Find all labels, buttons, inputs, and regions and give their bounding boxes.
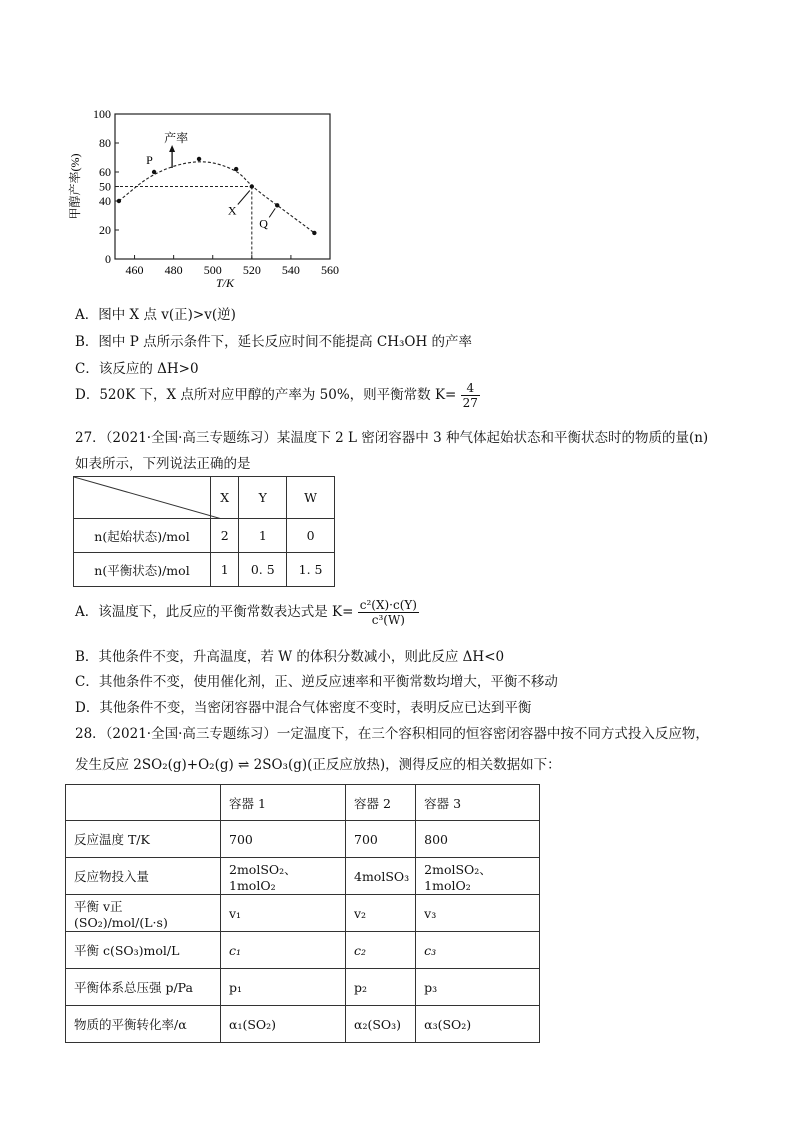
q28-stem-line1: 28．（2021·全国·高三专题练习）一定温度下，在三个容积相同的恒容密闭容器中按不同方式投入反应物， xyxy=(75,726,709,742)
q27-option-b: B．其他条件不变，升高温度，若 W 的体积分数减小，则此反应 ΔH<0 xyxy=(75,649,505,665)
q28-row-label: 反应温度 T/K xyxy=(66,821,221,858)
q28-header-blank xyxy=(66,785,221,821)
data-point xyxy=(250,184,254,188)
q27-k-denominator: c³(W) xyxy=(371,613,405,627)
x-tick-label: 480 xyxy=(164,263,183,277)
q26-k-numerator: 4 xyxy=(461,381,480,396)
q28-header-container-2: 容器 2 xyxy=(346,785,416,821)
y-axis-label: 甲醇产率(%) xyxy=(68,153,82,220)
x-axis-label: T/K xyxy=(215,276,235,290)
q27-stem-line2: 如表所示，下列说法正确的是 xyxy=(75,456,251,472)
q27-row-label: n(平衡状态)/mol xyxy=(74,553,211,587)
data-point xyxy=(234,167,238,171)
point-label-p: P xyxy=(146,153,153,167)
q28-header-container-1: 容器 1 xyxy=(221,785,346,821)
y-tick-label: 40 xyxy=(99,194,111,208)
q26-option-b: B．图中 P 点所示条件下，延长反应时间不能提高 CH₃OH 的产率 xyxy=(75,334,473,350)
data-point xyxy=(197,157,201,161)
point-label-q: Q xyxy=(259,216,268,231)
table-cell: c₂ xyxy=(346,932,416,969)
table-row xyxy=(66,932,540,969)
q28-row-label: 平衡 v正(SO₂)/mol/(L·s) xyxy=(66,895,221,932)
x-pointer-line xyxy=(238,191,250,205)
q26-option-d xyxy=(75,381,480,410)
table-cell: 0. 5 xyxy=(239,553,287,587)
q27-option-d: D．其他条件不变，当密闭容器中混合气体密度不变时，表明反应已达到平衡 xyxy=(75,700,532,716)
table-cell: c₁ xyxy=(221,932,346,969)
table-cell: 700 xyxy=(346,821,416,858)
y-tick-label: 80 xyxy=(99,136,111,150)
table-cell: α₂(SO₃) xyxy=(346,1006,416,1043)
table-cell: 2 xyxy=(211,519,239,553)
table-row xyxy=(74,519,335,553)
table-cell: 2molSO₂、1molO₂ xyxy=(221,858,346,895)
arrow-label: 产率 xyxy=(164,131,189,145)
q28-row-label: 平衡体系总压强 p/Pa xyxy=(66,969,221,1006)
table-cell: p₂ xyxy=(346,969,416,1006)
q28-table xyxy=(65,784,540,1043)
y-tick-label: 100 xyxy=(93,107,111,121)
x-tick-label: 560 xyxy=(321,263,339,277)
q26-k-denominator: 27 xyxy=(462,396,478,410)
table-cell: 1 xyxy=(211,553,239,587)
table-cell: c₃ xyxy=(416,932,540,969)
q28-row-label: 反应物投入量 xyxy=(66,858,221,895)
q27-k-fraction xyxy=(358,598,419,627)
x-tick-label: 540 xyxy=(281,263,300,277)
table-cell: 800 xyxy=(416,821,540,858)
table-cell: 0 xyxy=(287,519,335,553)
table-cell: 4molSO₃ xyxy=(346,858,416,895)
x-tick-label: 460 xyxy=(125,263,144,277)
q26-option-a: A．图中 X 点 v(正)>v(逆) xyxy=(75,307,236,323)
q28-stem-line2: 发生反应 2SO₂(g)+O₂(g) ⇌ 2SO₃(g)(正反应放热)，测得反应的相关数据如下： xyxy=(75,757,561,773)
table-row xyxy=(66,895,540,932)
table-cell: 1. 5 xyxy=(287,553,335,587)
diagonal-line xyxy=(74,477,222,519)
data-point xyxy=(117,199,121,203)
q-pointer-line xyxy=(269,208,275,217)
q28-row-label: 平衡 c(SO₃)mol/L xyxy=(66,932,221,969)
q28-row-label: 物质的平衡转化率/α xyxy=(66,1006,221,1043)
table-row xyxy=(66,821,540,858)
q26-k-fraction xyxy=(461,381,480,410)
data-point xyxy=(275,203,279,207)
q28-header-container-3: 容器 3 xyxy=(416,785,540,821)
y-tick-label: 60 xyxy=(99,165,111,179)
table-cell: v₃ xyxy=(416,895,540,932)
data-point xyxy=(312,231,316,235)
table-cell: v₂ xyxy=(346,895,416,932)
q26-option-c: C．该反应的 ΔH>0 xyxy=(75,361,199,377)
table-cell: 1 xyxy=(239,519,287,553)
x-tick-label: 500 xyxy=(203,263,222,277)
q27-diagonal-cell xyxy=(74,477,211,519)
point-label-x: X xyxy=(227,203,237,218)
q27-k-numerator: c²(X)·c(Y) xyxy=(359,598,417,612)
q27-stem-line1: 27．（2021·全国·高三专题练习）某温度下 2 L 密闭容器中 3 种气体起始状态和平衡状态时的物质的量(n) xyxy=(75,430,709,446)
table-row xyxy=(74,553,335,587)
x-tick-label: 520 xyxy=(242,263,261,277)
q27-header-y: Y xyxy=(239,477,287,519)
yield-arrow-head xyxy=(169,145,175,152)
table-row xyxy=(66,969,540,1006)
table-cell: p₃ xyxy=(416,969,540,1006)
q28-header-row xyxy=(66,785,540,821)
table-cell: α₁(SO₂) xyxy=(221,1006,346,1043)
q27-header-x: X xyxy=(211,477,239,519)
q27-option-a xyxy=(75,598,419,627)
table-cell: v₁ xyxy=(221,895,346,932)
q27-header-w: W xyxy=(287,477,335,519)
table-cell: α₃(SO₂) xyxy=(416,1006,540,1043)
y-tick-label: 50 xyxy=(99,179,111,194)
table-row xyxy=(66,858,540,895)
q27-header-row xyxy=(74,477,335,519)
y-tick-label: 0 xyxy=(105,252,111,266)
y-tick-label: 20 xyxy=(99,223,111,237)
table-row xyxy=(66,1006,540,1043)
q26-option-d-text: D．520K 下，X 点所对应甲醇的产率为 50%，则平衡常数 K= xyxy=(75,387,457,403)
q27-table xyxy=(73,476,335,587)
q27-row-label: n(起始状态)/mol xyxy=(74,519,211,553)
table-cell: 700 xyxy=(221,821,346,858)
q27-option-a-text: A．该温度下，此反应的平衡常数表达式是 K= xyxy=(75,604,354,620)
yield-curve xyxy=(119,162,314,233)
table-cell: p₁ xyxy=(221,969,346,1006)
table-cell: 2molSO₂、1molO₂ xyxy=(416,858,540,895)
q27-option-c: C．其他条件不变，使用催化剂，正、逆反应速率和平衡常数均增大，平衡不移动 xyxy=(75,674,558,690)
methanol-yield-chart xyxy=(60,100,350,300)
data-point xyxy=(152,170,156,174)
